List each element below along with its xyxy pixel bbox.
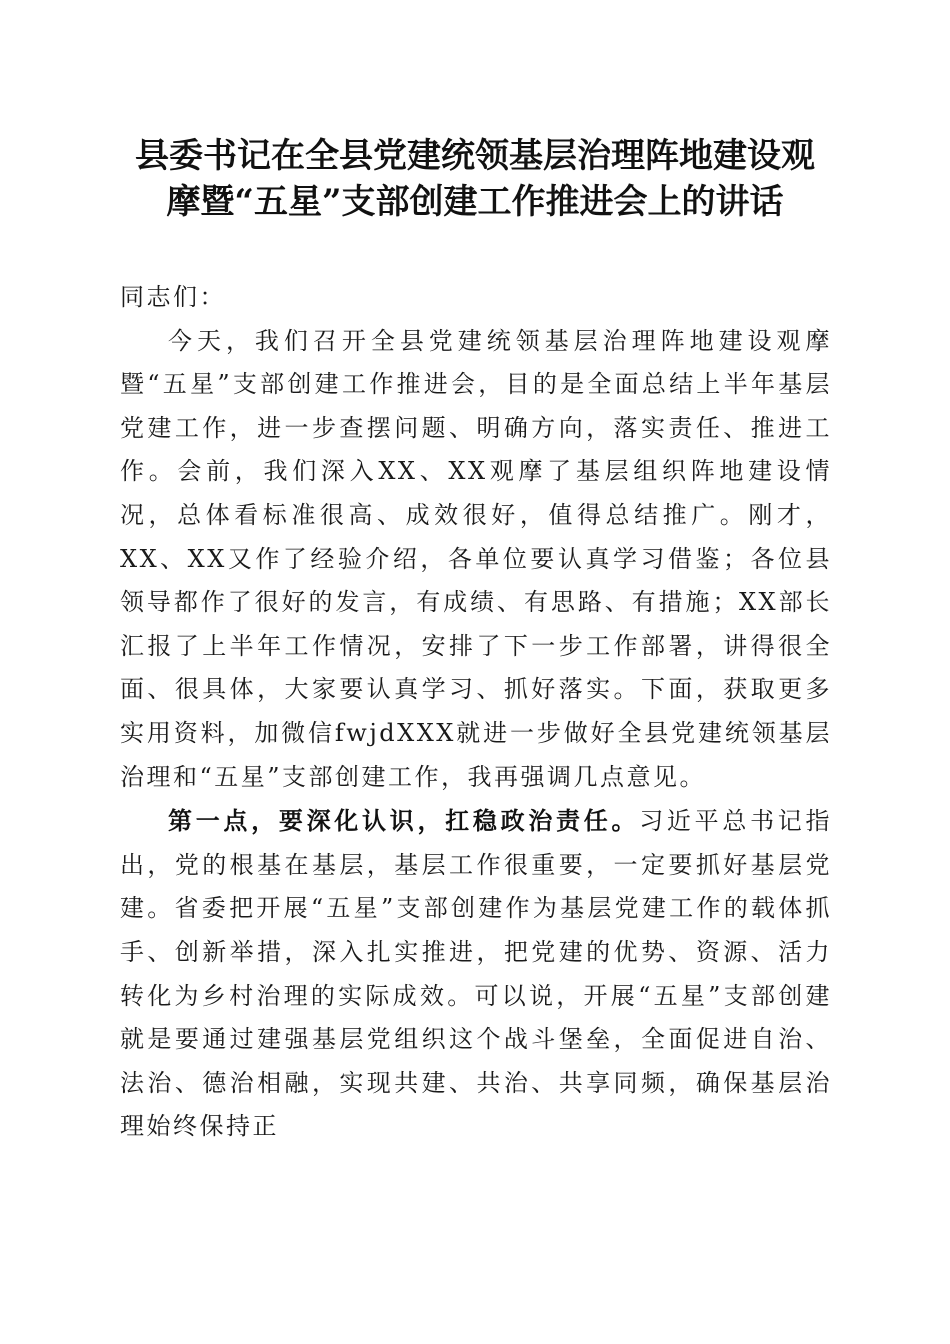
document-title <box>100 133 850 225</box>
point-one-body: 习近平总书记指出，党的根基在基层，基层工作很重要，一定要抓好基层党建。省委把开展“五星”支部创建作为基层党建工作的载体抓手、创新举措，深入扎实推进，把党建的优势、资源、活力转化为乡村治理的实际成效。可以说，开展“五星”支部创建就是要通过建强基层党组织这个战斗堡垒，全面促进自治、法治、德治相融，实现共建、共治、共享同频，确保基层治理始终保持正 <box>120 807 833 1141</box>
title-line-2: 摩暨“五星”支部创建工作推进会上的讲话 <box>166 182 784 222</box>
title-line-1: 县委书记在全县党建统领基层治理阵地建设观 <box>135 136 815 176</box>
document-body <box>120 276 832 1149</box>
paragraph-intro: 今天，我们召开全县党建统领基层治理阵地建设观摩暨“五星”支部创建工作推进会，目的是全面总结上半年基层党建工作，进一步查摆问题、明确方向，落实责任、推进工作。会前，我们深入XX、XX观摩了基层组织阵地建设情况，总体看标准很高、成效很好，值得总结推广。刚才，XX、XX又作了经验介绍，各单位要认真学习借鉴；各位县领导都作了很好的发言，有成绩、有思路、有措施；XX部长汇报了上半年工作情况，安排了下一步工作部署，讲得很全面、很具体，大家要认真学习、抓好落实。下面，获取更多实用资料，加微信fwjdXXX就进一步做好全县党建统领基层治理和“五星”支部创建工作，我再强调几点意见。 <box>120 326 832 791</box>
point-one-heading: 第一点，要深化认识，扛稳政治责任。 <box>168 806 640 836</box>
paragraph-point-one <box>120 799 832 1149</box>
salutation: 同志们： <box>120 283 226 311</box>
